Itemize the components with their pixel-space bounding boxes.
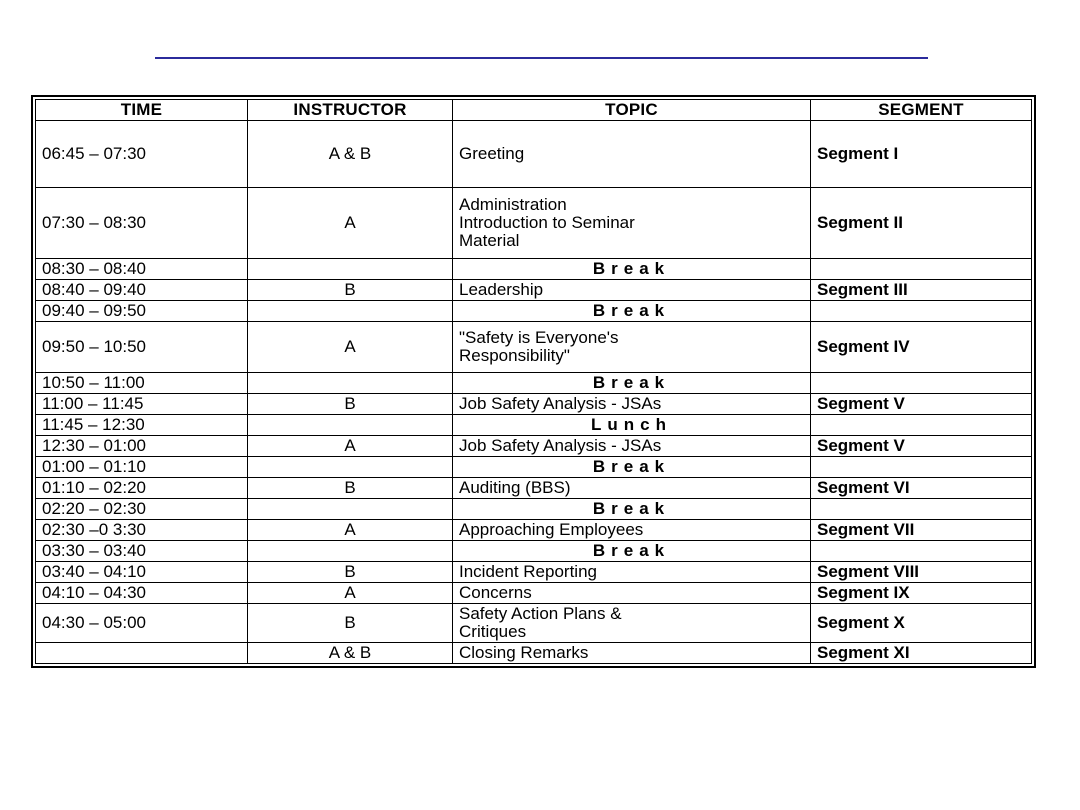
time-cell (36, 643, 248, 664)
segment-cell: Segment VII (811, 520, 1032, 541)
instructor-cell (248, 259, 453, 280)
segment-cell: Segment IV (811, 322, 1032, 373)
topic-cell: Auditing (BBS) (453, 478, 811, 499)
table-row (36, 322, 1032, 373)
instructor-cell: A (248, 583, 453, 604)
break-label: Break (453, 373, 811, 394)
topic-cell: Incident Reporting (453, 562, 811, 583)
segment-cell: Segment I (811, 121, 1032, 188)
header-instructor: INSTRUCTOR (248, 100, 453, 121)
topic-cell (453, 188, 811, 259)
header-row (36, 100, 1032, 121)
table-row (36, 583, 1032, 604)
topic-cell: Job Safety Analysis - JSAs (453, 436, 811, 457)
segment-cell (811, 499, 1032, 520)
segment-cell: Segment IX (811, 583, 1032, 604)
time-cell: 12:30 – 01:00 (36, 436, 248, 457)
schedule-body (36, 121, 1032, 664)
table-row (36, 188, 1032, 259)
header-segment: SEGMENT (811, 100, 1032, 121)
instructor-cell (248, 541, 453, 562)
segment-cell: Segment VI (811, 478, 1032, 499)
segment-cell (811, 415, 1032, 436)
topic-line: Critiques (459, 622, 527, 641)
table-row (36, 457, 1032, 478)
time-cell: 07:30 – 08:30 (36, 188, 248, 259)
table-row (36, 643, 1032, 664)
segment-cell: Segment XI (811, 643, 1032, 664)
segment-cell: Segment V (811, 436, 1032, 457)
table-row (36, 415, 1032, 436)
table-row (36, 541, 1032, 562)
schedule-table (35, 99, 1032, 664)
table-row (36, 604, 1032, 643)
segment-cell (811, 373, 1032, 394)
top-rule (155, 57, 928, 59)
table-row (36, 301, 1032, 322)
topic-line: "Safety is Everyone's (459, 328, 619, 347)
topic-line: Introduction to Seminar (459, 213, 635, 232)
table-row (36, 280, 1032, 301)
time-cell: 02:20 – 02:30 (36, 499, 248, 520)
time-cell: 04:30 – 05:00 (36, 604, 248, 643)
segment-cell (811, 541, 1032, 562)
segment-cell: Segment II (811, 188, 1032, 259)
table-row (36, 499, 1032, 520)
instructor-cell: A (248, 188, 453, 259)
segment-cell (811, 457, 1032, 478)
instructor-cell: A (248, 520, 453, 541)
time-cell: 01:00 – 01:10 (36, 457, 248, 478)
time-cell: 08:40 – 09:40 (36, 280, 248, 301)
time-cell: 01:10 – 02:20 (36, 478, 248, 499)
topic-cell: Concerns (453, 583, 811, 604)
break-label: Break (453, 499, 811, 520)
segment-cell: Segment III (811, 280, 1032, 301)
time-cell: 03:40 – 04:10 (36, 562, 248, 583)
instructor-cell: A (248, 322, 453, 373)
instructor-cell: A & B (248, 643, 453, 664)
topic-line: Responsibility" (459, 346, 570, 365)
instructor-cell: A & B (248, 121, 453, 188)
table-row (36, 478, 1032, 499)
instructor-cell: B (248, 562, 453, 583)
table-row (36, 259, 1032, 280)
topic-cell (453, 322, 811, 373)
table-row (36, 562, 1032, 583)
instructor-cell (248, 301, 453, 322)
table-row (36, 121, 1032, 188)
instructor-cell: B (248, 604, 453, 643)
break-label: Break (453, 457, 811, 478)
topic-cell: Closing Remarks (453, 643, 811, 664)
break-label: Break (453, 541, 811, 562)
segment-cell (811, 301, 1032, 322)
time-cell: 03:30 – 03:40 (36, 541, 248, 562)
segment-cell: Segment X (811, 604, 1032, 643)
instructor-cell: B (248, 478, 453, 499)
topic-cell: Greeting (453, 121, 811, 188)
topic-cell (453, 604, 811, 643)
topic-line: Material (459, 231, 520, 250)
instructor-cell (248, 415, 453, 436)
break-label: Break (453, 301, 811, 322)
table-row (36, 394, 1032, 415)
break-label: Break (453, 259, 811, 280)
table-row (36, 373, 1032, 394)
break-label: Lunch (453, 415, 811, 436)
time-cell: 10:50 – 11:00 (36, 373, 248, 394)
topic-cell: Job Safety Analysis - JSAs (453, 394, 811, 415)
topic-cell: Leadership (453, 280, 811, 301)
schedule-table-frame (31, 95, 1036, 668)
time-cell: 11:45 – 12:30 (36, 415, 248, 436)
header-topic: TOPIC (453, 100, 811, 121)
time-cell: 02:30 –0 3:30 (36, 520, 248, 541)
instructor-cell (248, 373, 453, 394)
instructor-cell: A (248, 436, 453, 457)
segment-cell: Segment V (811, 394, 1032, 415)
table-row (36, 520, 1032, 541)
instructor-cell: B (248, 394, 453, 415)
time-cell: 04:10 – 04:30 (36, 583, 248, 604)
time-cell: 08:30 – 08:40 (36, 259, 248, 280)
topic-line: Safety Action Plans & (459, 604, 622, 623)
time-cell: 11:00 – 11:45 (36, 394, 248, 415)
segment-cell: Segment VIII (811, 562, 1032, 583)
table-row (36, 436, 1032, 457)
instructor-cell (248, 457, 453, 478)
time-cell: 06:45 – 07:30 (36, 121, 248, 188)
instructor-cell (248, 499, 453, 520)
segment-cell (811, 259, 1032, 280)
time-cell: 09:50 – 10:50 (36, 322, 248, 373)
time-cell: 09:40 – 09:50 (36, 301, 248, 322)
topic-cell: Approaching Employees (453, 520, 811, 541)
instructor-cell: B (248, 280, 453, 301)
topic-line: Administration (459, 195, 567, 214)
header-time: TIME (36, 100, 248, 121)
